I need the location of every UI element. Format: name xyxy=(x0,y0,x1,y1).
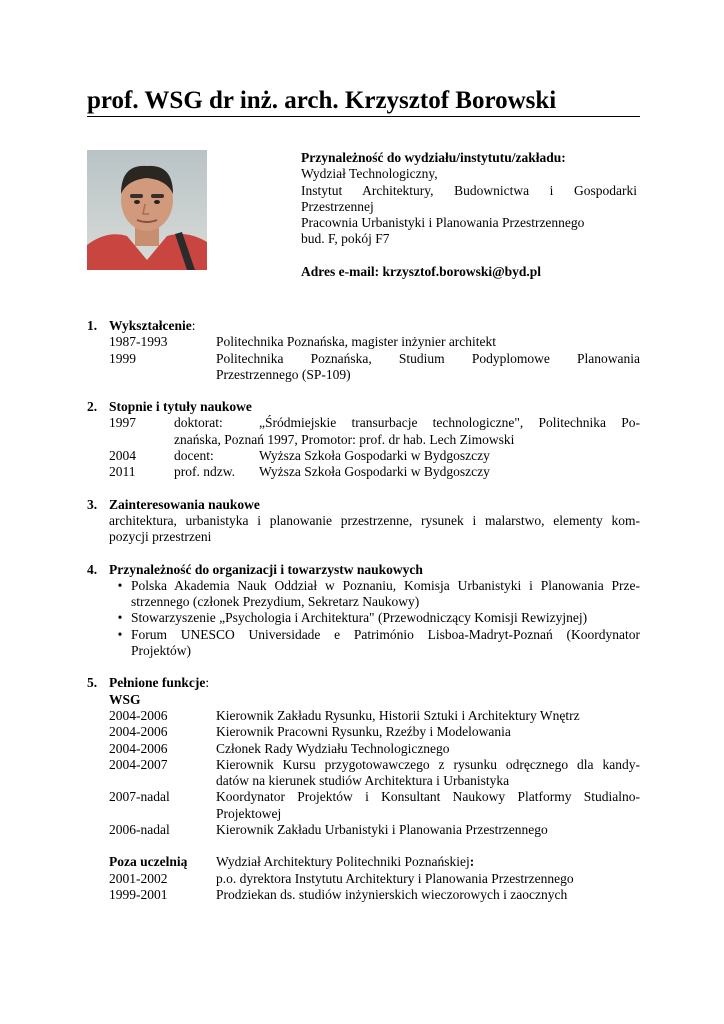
outside-heading-row xyxy=(109,854,640,870)
outside-colon: : xyxy=(469,854,475,870)
degree-text: Wyższa Szkoła Gospodarki w Bydgoszczy xyxy=(259,464,490,480)
degree-row xyxy=(109,464,640,480)
function-text: Członek Rady Wydziału Technologicznego xyxy=(216,740,450,756)
section-title: Zainteresowania naukowe xyxy=(109,496,260,512)
bullet-icon: • xyxy=(117,577,123,593)
year: 2004 xyxy=(109,448,136,464)
degree-row xyxy=(109,415,640,431)
subheading-outside: Poza uczelnią xyxy=(109,854,188,870)
interests-text: architektura, urbanistyka i planowanie przestrzenne, rysunek i malarstwo, elementy kom- xyxy=(109,512,640,528)
org-text: strzennego (członek Prezydium, Sekretarz Naukowy) xyxy=(131,594,420,610)
list-item xyxy=(109,610,640,626)
function-row xyxy=(109,871,640,887)
education-row xyxy=(109,351,640,384)
section-organizations xyxy=(87,562,640,660)
years: 1999-2001 xyxy=(109,886,168,902)
interests-text: pozycji przestrzeni xyxy=(109,529,212,545)
years: 2001-2002 xyxy=(109,870,168,886)
degree-kind: doktorat: xyxy=(174,415,223,431)
affiliation-line: Pracownia Urbanistyki i Planowania Przestrzennego xyxy=(301,215,585,231)
org-text: Polska Akademia Nauk Oddział w Poznaniu, Komisja Urbanistyki i Planowania Prze- xyxy=(131,577,640,593)
section-title: Stopnie i tytuły naukowe xyxy=(109,399,252,415)
function-text: Kierownik Zakładu Urbanistyki i Planowania Przestrzennego xyxy=(216,822,548,838)
affiliation-line: Przestrzennej xyxy=(301,198,374,214)
degree-kind: prof. ndzw. xyxy=(174,464,235,480)
degree-kind: docent: xyxy=(174,448,214,464)
section-title: Pełnione funkcje xyxy=(109,675,206,691)
page-title: prof. WSG dr inż. arch. Krzysztof Borowski xyxy=(87,86,640,117)
function-row xyxy=(109,887,640,903)
years: 2004-2006 xyxy=(109,724,168,740)
function-row xyxy=(109,757,640,790)
function-text: p.o. dyrektora Instytutu Architektury i Planowania Przestrzennego xyxy=(216,870,574,886)
years: 1999 xyxy=(109,350,136,366)
function-text: Kierownik Zakładu Rysunku, Historii Sztuki i Architektury Wnętrz xyxy=(216,707,580,723)
function-row xyxy=(109,822,640,838)
bullet-icon: • xyxy=(117,610,123,626)
years: 1987-1993 xyxy=(109,334,168,350)
section-education xyxy=(87,318,640,383)
section-colon: : xyxy=(191,318,196,333)
section-degrees xyxy=(87,399,640,480)
cv-sections xyxy=(87,318,640,919)
function-row xyxy=(109,724,640,740)
degree-row xyxy=(109,448,640,464)
degree-text: Wyższa Szkoła Gospodarki w Bydgoszczy xyxy=(259,448,490,464)
year: 1997 xyxy=(109,415,136,431)
section-title: Wykształcenie xyxy=(109,318,192,333)
years: 2006-nadal xyxy=(109,822,170,838)
function-text: datów na kierunek studiów Architektura i Urbanistyka xyxy=(216,773,510,789)
org-text: Projektów) xyxy=(131,643,191,659)
org-text: Forum UNESCO Universidade e Património Lisboa-Madryt-Poznań (Koordynator xyxy=(131,626,640,642)
outside-institution: Wydział Architektury Politechniki Poznańskiej xyxy=(216,854,470,870)
section-number: 2. xyxy=(87,399,98,415)
section-colon: : xyxy=(205,675,210,691)
section-functions xyxy=(87,675,640,903)
portrait-image xyxy=(87,150,207,270)
section-interests xyxy=(87,497,640,546)
function-text: Kierownik Kursu przygotowawczego z rysunku odręcznego dla kandy- xyxy=(216,756,640,772)
description: Politechnika Poznańska, magister inżynier architekt xyxy=(216,334,497,350)
function-row xyxy=(109,741,640,757)
function-text: Kierownik Pracowni Rysunku, Rzeźby i Modelowania xyxy=(216,724,511,740)
degree-row-cont xyxy=(109,432,640,448)
section-number: 4. xyxy=(87,561,98,577)
years: 2004-2006 xyxy=(109,740,168,756)
section-number: 3. xyxy=(87,496,98,512)
degree-text: „Śródmiejskie transurbacje technologiczne", Politechnika Po- xyxy=(259,415,640,431)
degree-text: znańska, Poznań 1997, Promotor: prof. dr hab. Lech Zimowski xyxy=(174,431,515,447)
email-line: Adres e-mail: krzysztof.borowski@byd.pl xyxy=(301,263,542,279)
affiliation-label: Przynależność do wydziału/instytutu/zakładu: xyxy=(301,150,566,165)
section-number: 1. xyxy=(87,318,98,333)
year: 2011 xyxy=(109,464,136,480)
function-row xyxy=(109,708,640,724)
affiliation-line: Instytut Architektury, Budownictwa i Gospodarki xyxy=(301,182,637,198)
function-row xyxy=(109,789,640,822)
years: 2007-nadal xyxy=(109,789,170,805)
description: Przestrzennego (SP-109) xyxy=(216,366,351,382)
org-text: Stowarzyszenie „Psychologia i Architektura" (Przewodniczący Komisji Rewizyjnej) xyxy=(131,610,588,626)
list-item xyxy=(109,578,640,611)
affiliation-block xyxy=(301,150,637,280)
education-row xyxy=(109,334,640,350)
function-text: Koordynator Projektów i Konsultant Naukowy Platformy Studialno- xyxy=(216,789,640,805)
affiliation-line: bud. F, pokój F7 xyxy=(301,231,390,247)
function-text: Prodziekan ds. studiów inżynierskich wieczorowych i zaocznych xyxy=(216,886,568,902)
list-item xyxy=(109,627,640,660)
section-title: Przynależność do organizacji i towarzystw naukowych xyxy=(109,561,423,577)
subheading-wsg: WSG xyxy=(109,691,141,707)
bullet-icon: • xyxy=(117,626,123,642)
years: 2004-2007 xyxy=(109,756,168,772)
section-number: 5. xyxy=(87,675,98,691)
affiliation-line: Wydział Technologiczny, xyxy=(301,166,438,182)
description: Politechnika Poznańska, Studium Podyplomowe Planowania xyxy=(216,350,640,366)
function-text: Projektowej xyxy=(216,805,282,821)
years: 2004-2006 xyxy=(109,707,168,723)
portrait-photo xyxy=(87,150,207,270)
